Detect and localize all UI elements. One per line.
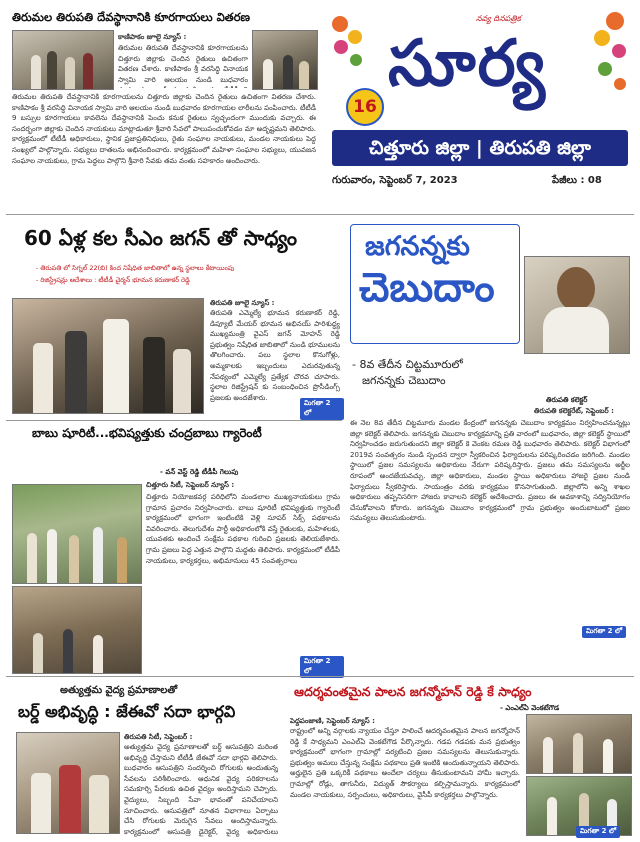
admin-subhead: - ఎంఎల్ఏ వెంకటేగౌడ: [500, 704, 560, 712]
jagan-headline: 60 ఏళ్ల కల సీఎం జగన్ తో సాధ్యం: [24, 226, 298, 250]
babu-photo-2: [12, 586, 142, 674]
admin-photo-1: [526, 714, 632, 774]
top-story-body: తిరుమల తిరుపతి దేవస్థానానికి కూరగాయలను చిత్తూరు జిల్లాకు చెందిన రైతులు ఉచితంగా వితరణ చేశారు. కాణిపాకం శ్రీ వరసిద్ధి వినాయక స్వామి వారి ఆలయం నుండి బుధవారం: [118, 44, 248, 84]
babu-continued: [300, 656, 344, 678]
jagan-continued: [300, 398, 344, 420]
bird-byline: తిరుపతి సిటీ, సెప్టెంబర్ :: [124, 733, 193, 741]
collector-photo: [524, 256, 630, 354]
top-story-photo-2: [252, 30, 318, 90]
top-story-body-cont: తిరుమల తిరుపతి దేవస్థానానికి కూరగాయలను చిత్తూరు జిల్లాకు చెందిన రైతులు ఉచితంగా వితరణ చేశారు. కాణిపాకం శ్రీ వరసిద్ధి వినాయక స్వామి వారి ఆలయం నుండి బుధవారం కూరగాయల లారీలను పంపించారు. టీటీడీ 9 బస్సుల కూరగాయలు కావలెను దేవస్థానానికి పెంచు కనుక రైతులు స్వచ్ఛందంగా ముందుకు వచ్చారు. ఈ సందర్భంగా జిల్లాకు చెందిన నాయకులు మాట్లాడుతూ శ్రీవారి సేవలో పాలుపంచుకోవడం మా అదృష్టమని తెలిపారు. కార్యక్రమంలో టీటీడీ అధికారులు, స్థానిక ప్రజాప్రతినిధులు, రైతు సంఘాల నాయకులు, మండల నాయకులు పెద్ద సంఖ్యలో పాల్గొన్నారు. సభ్యులు దాతలను అభినందించారు. కార్యక్రమంలో మహిళా సంఘాల సభ్యులు, యువజన సంఘాల నాయకులు, గ్రామ పెద్దలు పాల్గొని శ్రీవారి సేవకు తమ వంతు సహకారం అందించారు.: [12, 93, 316, 165]
chebudam-title-2: చెబుదాం: [359, 265, 495, 311]
divider: [6, 214, 634, 215]
babu-subhead: - వన్ వెస్ట్ రెడ్డి టీడీపీ గెలుపు: [160, 468, 239, 476]
admin-body: రాష్ట్రంలో అన్ని వర్గాలకు న్యాయం చేస్తూ పాలించే ఆదర్శవంతమైన పాలన జగన్మోహన్ రెడ్డి కే సాధ్యమని ఎంఎల్ఏ వెంకటేగౌడ పేర్కొన్నారు. గడప గడపకు మన ప్రభుత్వం కార్యక్రమంలో భాగంగా గ్రామాల్లో పర్యటించి ప్రజల సమస్యలను తెలుసుకున్నారు. ప్రభుత్వం అమలు చేస్తున్న సంక్షేమ పథకాలు ప్రతి ఇంటికి అందుతున్నాయని తెలిపారు. అర్హులైన ప్రతి ఒక్కరికీ పథకాలు అందేలా చర్యలు తీసుకుంటామని హామీ ఇచ్చారు. గ్రామాల్లో రోడ్లు, తాగునీరు, విద్యుత్ సౌకర్యాలు కల్పిస్తామన్నారు. కార్యక్రమంలో మండల నాయకులు, సర్పంచులు, అధికారులు, వైసీపీ కార్యకర్తలు పాల్గొన్నారు.: [290, 727, 520, 799]
bird-body: అత్యుత్తమ వైద్య ప్రమాణాలతో బర్డ్ ఆసుపత్రిని మరింత అభివృద్ధి చేస్తామని టీటీడీ జేఈవో సదా భార్గవి తెలిపారు. బుధవారం ఆసుపత్రిని సందర్శించి రోగులకు అందుతున్న సేవలను పరిశీలించారు. ఆధునిక వైద్య పరికరాలను సమకూర్చి పేదలకు ఉచిత వైద్యం అందిస్తామని చెప్పారు. వైద్యులు, సిబ్బంది సేవా భావంతో పనిచేయాలని సూచించారు. ఆసుపత్రిలో నూతన విభాగాలు ఏర్పాటు చేసి రోగులకు మెరుగైన సేవలు అందిస్తామన్నారు. కార్యక్రమంలో ఆసుపత్రి డైరెక్టర్, వైద్య అధికారులు: [124, 743, 278, 836]
admin-headline: ఆదర్శవంతమైన పాలన జగన్మోహన్ రెడ్డి కే సాధ్యం: [294, 684, 532, 699]
masthead: [326, 6, 632, 210]
admin-story: [286, 680, 634, 840]
babu-headline: బాబు షూరిటీ...భవిష్యత్తుకు చంద్రబాబు గ్యారెంటీ: [32, 426, 262, 440]
bird-story: [8, 680, 280, 840]
jagan-subhead-1: - తిరుపతి లో సిగ్నల్ 22(బి) కింద నిషేధిత జాబితాలో ఉన్న స్థలాలు కేటాయింపు: [36, 264, 235, 272]
jagan-byline: తిరుపతి జూలై న్యూస్ :: [210, 299, 275, 307]
jagan-body: తిరుపతి ఎమ్మెల్యే భూమన కరుణాకర్ రెడ్డి, డిప్యూటీ మేయర్ భూమన అభినయ్ పారిశుద్ధ్య ముఖ్యమంత్రి వైఎస్ జగన్ మోహన్ రెడ్డి ప్రభుత్వం నిషేధిత జాబితాలో నుండి భూములను తొలగించారు. పలు స్థలాల కొనుగోళ్లు, అమ్మకాలకు ఇబ్బందులు ఎదురవుతున్న నేపథ్యంలో ఎమ్మెల్యే ప్రత్యేక చొరవ చూపారు. స్థలాల రిజిస్ట్రేషన్ కు సంబంధించిన ప్రొసీడింగ్స్ ప్రజలకు అందజేశారు.: [210, 309, 340, 402]
chebudam-byline: తిరుపతి కలెక్టరేట్, సెప్టెంబర్ :: [534, 407, 614, 415]
chebudam-sub-2: జగనన్నకు చెబుదాం: [362, 374, 446, 387]
district-band: [332, 130, 628, 166]
jagan-story: [8, 218, 344, 417]
babu-byline: చిత్తూరు సిటీ, సెప్టెంబర్ న్యూస్ :: [146, 481, 235, 489]
chebudam-title-1: జగనన్నకు: [365, 231, 470, 262]
page-number: పేజీలు : 08: [552, 175, 602, 186]
chebudam-body: ఈ నెల 8వ తేదీన చిట్టమూరు మండల కేంద్రంలో జగనన్నకు చెబుదాం కార్యక్రమం నిర్వహించనున్నట్లు జిల్లా కలెక్టర్ తెలిపారు. జగనన్నకు చెబుదాం కార్యక్రమాన్ని ప్రతి వారంలో బుధవారం, జిల్లా కలెక్టర్ స్థాయిలో నిర్వహించడం జరుగుతుందని జిల్లా కలెక్టర్ కె వెంకట రమణ రెడ్డి బుధవారం తెలిపారు. కలెక్టర్ విభాగంలో 2019వ సంవత్సరం నుండి స్పందన ద్వారా స్వీకరించిన ఫిర్యాదులను పరిష్కరించడం జరిగింది. మండల స్థాయిలో ప్రజల సమస్యలను అధికారులు నేరుగా పరిష్కరిస్తారు. ప్రజలు తమ సమస్యలను అర్జీల రూపంలో అందజేయవచ్చు. జిల్లా అధికారులు, మండల స్థాయి అధికారులు హాజరై ప్రజల నుండి ఫిర్యాదులు స్వీకరిస్తారు. సాయంత్రం వరకు కార్యక్రమం కొనసాగుతుంది. జిల్లాలోని అన్ని శాఖల అధికారులు తప్పనిసరిగా హాజరు కావాలని కలెక్టర్ ఆదేశించారు. ప్రజలు ఈ అవకాశాన్ని సద్వినియోగం చేసుకోవాలని కోరారు. జగనన్నకు చెబుదాం కార్యక్రమంలో గ్రామ ప్రభుత్వం అందుబాటులో ప్రజల సమస్యలు తెలుసుకుంటారు.: [350, 419, 630, 523]
bird-photo: [16, 732, 120, 834]
divider: [6, 420, 342, 421]
chebudam-title-box: [350, 224, 520, 344]
babu-photo: [12, 484, 142, 584]
admin-continued-label: మిగతా 2 లో: [580, 827, 617, 835]
babu-body: చిత్తూరు నియోజకవర్గ పరిధిలోని మండలాల ముఖ్యనాయకులు గ్రామ గ్రామాన ప్రచారం నిర్వహించారు. బాబు షూరిటీ భవిష్యత్తుకు గ్యారెంటీ కార్యక్రమంలో భాగంగా ఇంటింటికి వెళ్లి సూపర్ సిక్స్ పథకాలను వివరించారు. తెలుగుదేశం పార్టీ అధికారంలోకి వస్తే రైతులకు, మహిళలకు, యువతకు అందించే సంక్షేమ పథకాల గురించి ప్రజలకు తెలియజేశారు. గ్రామ ప్రజలు పెద్ద ఎత్తున పాల్గొని మద్దతు తెలిపారు. కార్యక్రమంలో టీడీపీ నాయకులు, కార్యకర్తలు, అభిమానులు 45 సంవత్సరాలు: [146, 493, 340, 565]
jagan-subhead-2: - రిజిస్ట్రేషన్లు ఆదేశాలు : టీటీడీ చైర్మన్ భూమన కరుణాకర్ రెడ్డి: [36, 276, 190, 284]
bird-headline: బర్డ్ అభివృద్ధి : జేఈవో సదా భార్గవి: [18, 702, 236, 721]
bird-kicker: అత్యుత్తమ వైద్య ప్రమాణాలతో: [60, 685, 178, 696]
top-story-photo: [12, 30, 114, 90]
collector-caption: తిరుపతి కలెక్టర్: [546, 396, 588, 404]
top-story: [8, 6, 318, 210]
admin-byline: పెద్దపంజాణి, సెప్టెంబర్ న్యూస్ :: [290, 717, 375, 725]
flower-right-decoration: [588, 10, 632, 100]
date-line: గురువారం, సెప్టెంబర్ 7, 2023: [332, 175, 458, 186]
babu-continued-label: మిగతా 2 లో: [304, 657, 331, 675]
jagan-photo: [12, 298, 204, 414]
chebudam-sub-1: - 8వ తేదీన చిట్టమూరులో: [352, 358, 463, 371]
anniversary-badge: [346, 88, 384, 126]
chebudam-story: [350, 218, 634, 746]
top-story-byline: కాణిపాకం జూలై న్యూస్ :: [118, 33, 187, 41]
anniversary-number: 16: [353, 97, 377, 117]
chebudam-continued: [582, 626, 626, 638]
divider: [6, 676, 634, 677]
masthead-tagline: నవ్య దినపత్రిక: [476, 14, 521, 23]
district-names: చిత్తూరు జిల్లా | తిరుపతి జిల్లా: [369, 137, 591, 159]
jagan-continued-label: మిగతా 2 లో: [304, 399, 331, 417]
chebudam-continued-label: మిగతా 2 లో: [586, 627, 623, 635]
admin-continued: [576, 826, 620, 838]
top-story-headline: తిరుమల తిరుపతి దేవస్థానానికి కూరగాయలు వితరణ: [12, 10, 251, 24]
masthead-name: సూర్య: [388, 27, 547, 101]
flower-left-decoration: [328, 10, 372, 80]
babu-story: [8, 424, 344, 675]
